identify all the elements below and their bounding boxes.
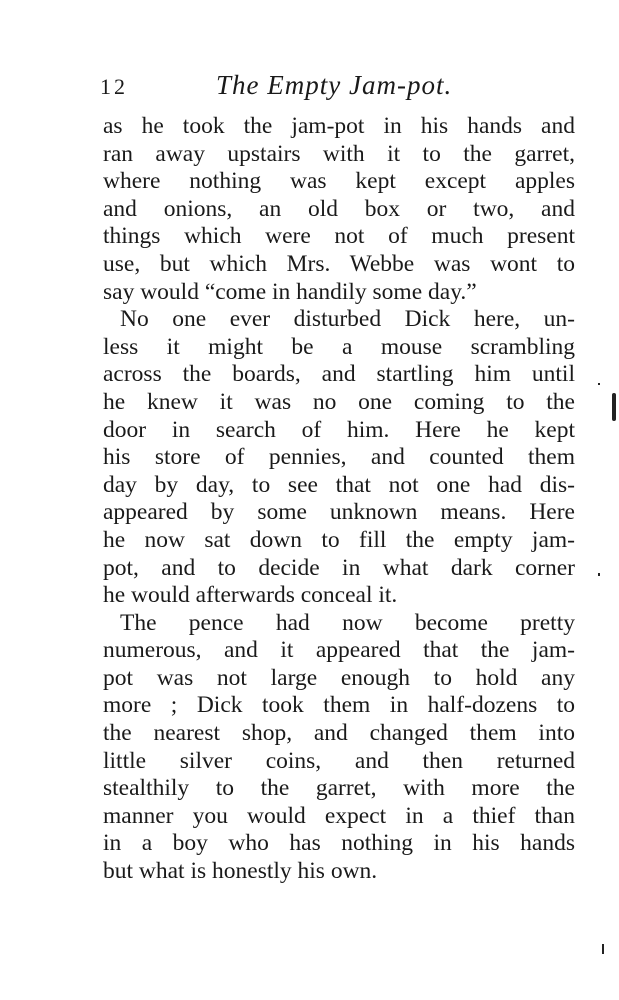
text-line: he knew it was no one coming to the [103,388,575,415]
text-line: The pence had now become pretty [120,609,575,636]
paragraph [103,610,575,886]
text-line: his store of pennies, and counted them [103,444,575,471]
paragraph [103,113,575,306]
text-line: little silver coins, and then returned [103,747,575,774]
page-header [100,70,570,106]
text-line: door in search of him. Here he kept [103,416,575,443]
scan-speck [598,573,600,576]
text-line: ran away upstairs with it to the garret, [103,140,575,167]
scan-speck [598,383,600,385]
text-line: things which were not of much present [103,223,575,250]
text-line: and onions, an old box or two, and [103,195,575,222]
scan-mark [612,393,616,421]
text-line: the nearest shop, and changed them into [103,720,575,747]
text-line: No one ever disturbed Dick here, un- [120,306,575,333]
text-line: more ; Dick took them in half-dozens to [103,692,575,719]
scan-speck [602,944,604,954]
text-line: where nothing was kept except apples [103,168,575,195]
text-line: pot, and to decide in what dark corner [103,554,575,581]
paragraph [103,306,575,610]
text-line: manner you would expect in a thief than [103,802,575,829]
text-line: across the boards, and startling him until [103,361,575,388]
text-line: pot was not large enough to hold any [103,664,575,691]
text-line: but what is honestly his own. [103,858,378,885]
text-line: less it might be a mouse scrambling [103,333,575,360]
text-line: numerous, and it appeared that the jam- [103,637,575,664]
text-line: stealthily to the garret, with more the [103,775,575,802]
running-title: The Empty Jam-pot. [216,70,453,100]
body-text [103,113,575,886]
text-line: appeared by some unknown means. Here [103,499,575,526]
text-line: use, but which Mrs. Webbe was wont to [103,250,575,277]
text-line: say would “come in handily some day.” [103,278,477,305]
text-line: day by day, to see that not one had dis- [103,471,575,498]
text-line: in a boy who has nothing in his hands [103,830,575,857]
text-line: as he took the jam-pot in his hands and [103,113,575,139]
page-number: 12 [100,74,128,99]
text-line: he now sat down to fill the empty jam- [103,526,575,553]
text-line: he would afterwards conceal it. [103,582,398,609]
